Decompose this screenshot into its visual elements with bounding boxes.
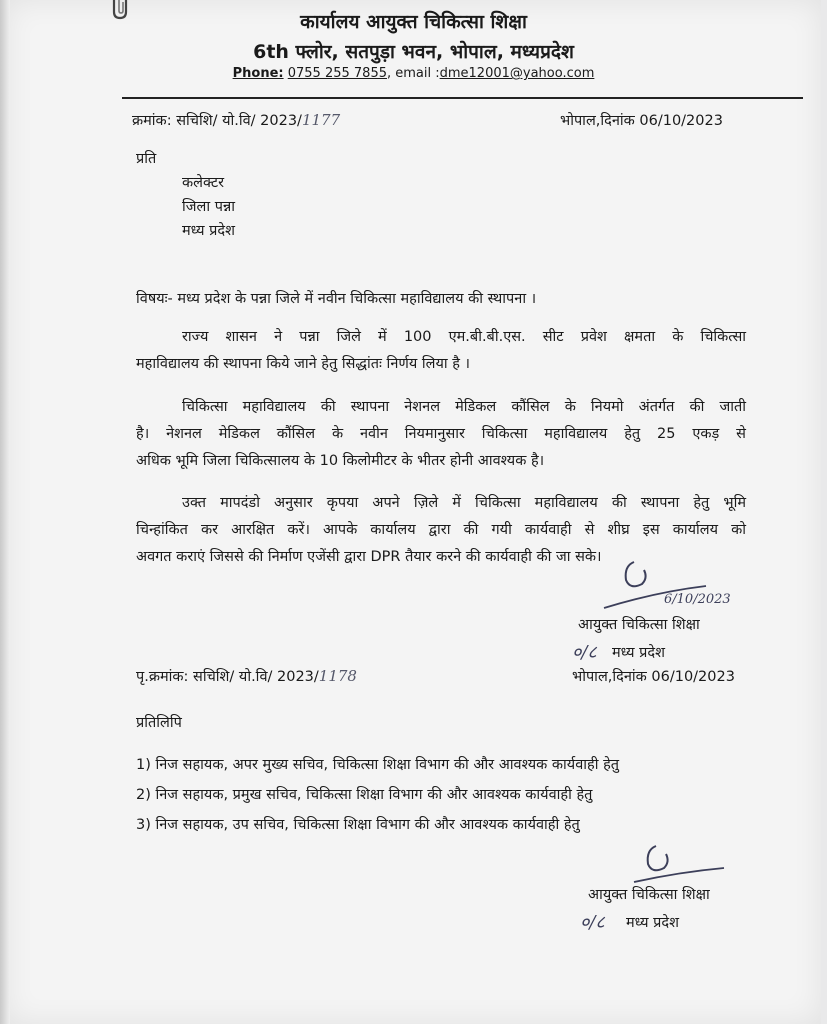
reference-prefix: क्रमांक: सचिशि/ यो.वि/ 2023/ (132, 113, 302, 129)
paragraph-line: उक्त मापदंडो अनुसार कृपया अपने ज़िले में चिकित्सा महाविद्यालय की स्थापना हेतु भूमि (182, 495, 746, 511)
endorsement-place-date: भोपाल,दिनांक 06/10/2023 (572, 669, 735, 685)
office-address: 6th फ्लोर, सतपुड़ा भवन, भोपाल, मध्यप्रदेश (253, 41, 574, 63)
recipient-line: मध्य प्रदेश (182, 223, 235, 239)
office-name: कार्यालय आयुक्त चिकित्सा शिक्षा (300, 11, 527, 33)
signatory-state: मध्य प्रदेश (626, 915, 679, 931)
email-address: dme12001@yahoo.com (439, 66, 595, 81)
paragraph-line: अधिक भूमि जिला चिकित्सालय के 10 किलोमीटर के भीतर होनी आवश्यक है। (136, 453, 545, 469)
reference-handwritten-no: 1177 (301, 111, 341, 129)
recipient-line: जिला पन्ना (182, 199, 235, 215)
contact-line (0, 66, 827, 81)
recipient-line: कलेक्टर (182, 175, 225, 191)
phone-number: 0755 255 7855 (287, 66, 387, 81)
paragraph-line: अवगत कराएं जिससे की निर्माण एजेंसी द्वारा DPR तैयार करने की कार्यवाही की जा सके। (136, 549, 602, 565)
signature-date: 6/10/2023 (664, 592, 731, 607)
endorsement-prefix: पृ.क्रमांक: सचिशि/ यो.वि/ 2023/ (136, 669, 319, 685)
endorsement-handwritten-no: 1178 (318, 667, 357, 685)
paragraph-line: चिकित्सा महाविद्यालय की स्थापना नेशनल मेडिकल कौंसिल के नियमो अंतर्गत की जाती (182, 399, 746, 415)
signature-scribble (620, 838, 740, 888)
paragraph-line: चिन्हांकित कर आरक्षित करें। आपके कार्यालय द्वारा की गयी कार्यवाही से शीघ्र इस कार्यालय को (136, 522, 747, 538)
signature-initial: ०/८ (572, 642, 597, 663)
paragraph-line: राज्य शासन ने पन्ना जिले में 100 एम.बी.बी.एस. सीट प्रवेश क्षमता के चिकित्सा (182, 329, 746, 345)
copy-item: 1) निज सहायक, अपर मुख्य सचिव, चिकित्सा शिक्षा विभाग की और आवश्यक कार्यवाही हेतु (136, 757, 620, 773)
paragraph-line: महाविद्यालय की स्थापना किये जाने हेतु सिद्धांतः निर्णय लिया है । (136, 356, 471, 372)
body-paragraph-2 (136, 394, 746, 475)
phone-label: Phone: (232, 66, 284, 81)
body-paragraph-1 (136, 324, 746, 378)
email-label: , email : (386, 66, 440, 81)
signatory-title: आयुक्त चिकित्सा शिक्षा (578, 617, 700, 633)
copies-heading: प्रतिलिपि (136, 715, 182, 731)
scan-edge (0, 0, 10, 1024)
signatory-state: मध्य प्रदेश (612, 645, 665, 661)
paragraph-line: है। नेशनल मेडिकल कौंसिल के नवीन नियमानुसार चिकित्सा महाविद्यालय हेतु 25 एकड़ से (136, 426, 746, 442)
copy-item: 3) निज सहायक, उप सचिव, चिकित्सा शिक्षा विभाग की और आवश्यक कार्यवाही हेतु (136, 817, 580, 833)
reference-place-date: भोपाल,दिनांक 06/10/2023 (560, 113, 723, 129)
to-label: प्रति (136, 151, 157, 167)
endorsement-number (136, 666, 357, 686)
reference-number (132, 110, 340, 130)
signatory-title: आयुक्त चिकित्सा शिक्षा (588, 887, 710, 903)
signature-initial: ०/८ (580, 912, 605, 933)
header-divider (122, 97, 803, 99)
copy-item: 2) निज सहायक, प्रमुख सचिव, चिकित्सा शिक्षा विभाग की और आवश्यक कार्यवाही हेतु (136, 787, 593, 803)
subject-line: विषयः- मध्य प्रदेश के पन्ना जिले में नवीन चिकित्सा महाविद्यालय की स्थापना । (136, 291, 537, 307)
signature-scribble (596, 556, 726, 616)
